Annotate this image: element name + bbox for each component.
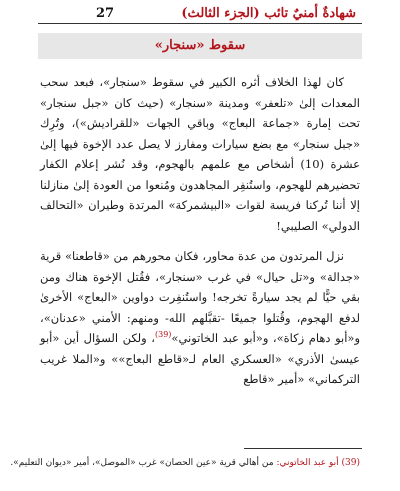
footnote	[10, 457, 360, 470]
footnote-name: أبو عبد الخاتوني:	[276, 458, 339, 468]
book-title: شهادةٌ أمنيٌ تائب (الجزء الثالث)	[181, 6, 356, 21]
paragraph-2-text-end: ، ولكن السؤال أين «أبو عيسىٰ الأذري» «العسكري العام لـ«قاطع البعاج»» و«الملا غريب التركماني» «أمير «قاطع	[40, 331, 360, 386]
page-number: 27	[96, 6, 115, 21]
paragraph-2-text-start: نزل المرتدون من عدة محاور، فكان محورهم من «قاطعنا» قرية «جدالة» و«تل حيال» في غرب «سنجار»، فقُتل الإخوة هناك ومن بقي حيًّا لم يجد سيارةً تخرجه! واستُنفِرت دواوين «البعاج» الأخرىٰ لدفع الهجوم، وقُتلوا جميعًا -تقبَّلهم الله- ومنهم: الأمني «عدنان»، و«أبو دهام زكاة»، و«أبو عبد الخاتوني»	[40, 249, 361, 345]
section-heading: سقوط «سنجار»	[154, 38, 246, 53]
footnote-rule	[244, 448, 362, 449]
running-header	[0, 6, 400, 22]
header-rule	[38, 23, 362, 24]
section-heading-band	[38, 33, 362, 59]
paragraph-1: كان لهذا الخلاف أثره الكبير في سقوط «سنجار»، فبعد سحب المعدات إلىٰ «تلعفر» ومدينة «سنجار» (حيث كان «جبل سنجار» تحت إمارة «جماعة البعاج» وباقي الجهات «للقراديش»)، وتُرِك «جبل سنجار» مع بضع سيارات ومفارز لا يصل عدد الإخوة فيها إلىٰ عشرة (10) أشخاص مع علمهم بالهجوم، وقد نُشر إعلام الكفار تحضيرهم للهجوم، واستُنفِر المجاهدون ومُنعوا من العودة إلىٰ منازلنا إلا أننا تُركنا فريسة لقوات «البيشمركة» المرتدة وطيران «التحالف الدولي» الصليبي!	[40, 75, 360, 233]
footnote-text: من أهالي قرية «عين الحصان» غرب «الموصل»، أمير «ديوان التعليم».	[10, 458, 274, 468]
footnote-number: (39)	[341, 458, 360, 468]
paragraph-2	[40, 246, 360, 390]
footnote-reference[interactable]: (39)	[154, 330, 172, 340]
body-text	[40, 72, 360, 400]
